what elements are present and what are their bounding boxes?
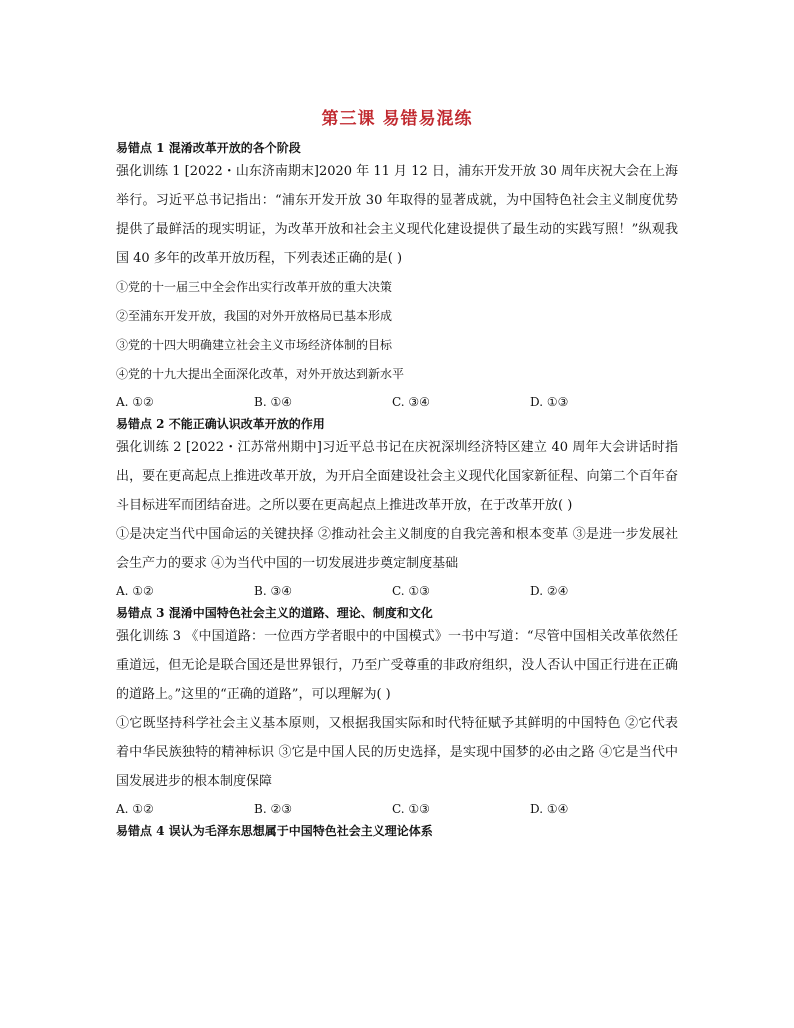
choice-d: D. ①④ — [530, 802, 569, 816]
choice-a: A. ①② — [116, 584, 154, 598]
choice-b: B. ①④ — [254, 395, 292, 409]
statement-option: ③党的十四大明确建立社会主义市场经济体制的目标 — [116, 338, 393, 352]
question-stem: 强化训练 3 《中国道路：一位西方学者眼中的中国模式》一书中写道：“尽管中国相关改革依然任重道远，但无论是联合国还是世界银行，乃至广受尊重的非政府组织，没人否认中国正行进在正确的道路上。”这里的“正确的道路”，可以理解为( ) — [116, 629, 678, 702]
statement-option: ④党的十九大提出全面深化改革，对外开放达到新水平 — [116, 367, 405, 381]
section-4 — [116, 822, 678, 840]
section-1 — [116, 139, 678, 415]
choice-b: B. ②③ — [254, 802, 292, 816]
section-2 — [116, 415, 678, 604]
choice-c: C. ③④ — [392, 395, 430, 409]
answer-choices — [116, 578, 678, 604]
choice-a: A. ①② — [116, 802, 154, 816]
choice-d: D. ①③ — [530, 395, 569, 409]
choice-c: C. ①③ — [392, 802, 430, 816]
answer-choices — [116, 796, 678, 822]
choice-a: A. ①② — [116, 395, 154, 409]
page-title: 第三课 易错易混练 — [321, 109, 473, 129]
statement-option: ②至浦东开发开放，我国的对外开放格局已基本形成 — [116, 309, 393, 323]
statement-option: ①党的十一届三中全会作出实行改革开放的重大决策 — [116, 280, 393, 294]
choice-b: B. ③④ — [254, 584, 292, 598]
statement-options: ①它既坚持科学社会主义基本原则，又根据我国实际和时代特征赋予其鲜明的中国特色 ②它代表着中华民族独特的精神标识 ③它是中国人民的历史选择，是实现中国梦的必由之路 ④它是当代中国发展进步的根本制度保障 — [116, 716, 678, 789]
section-heading: 易错点 2 不能正确认识改革开放的作用 — [116, 417, 325, 431]
section-heading: 易错点 3 混淆中国特色社会主义的道路、理论、制度和文化 — [116, 606, 433, 620]
question-stem: 强化训练 1 [2022・山东济南期末]2020 年 11 月 12 日，浦东开发开放 30 周年庆祝大会在上海举行。习近平总书记指出：“浦东开发开放 30 年取得的显著成就，为中国特色社会主义制度优势提供了最鲜活的现实明证，为改革开放和社会主义现代化建设提供了最生动的实践写照！”纵观我国 40 多年的改革开放历程，下列表述正确的是( ) — [116, 164, 678, 266]
answer-choices — [116, 389, 678, 415]
statement-options: ①是决定当代中国命运的关键抉择 ②推动社会主义制度的自我完善和根本变革 ③是进一步发展社会生产力的要求 ④为当代中国的一切发展进步奠定制度基础 — [116, 527, 678, 571]
question-stem: 强化训练 2 [2022・江苏常州期中]习近平总书记在庆祝深圳经济特区建立 40 周年大会讲话时指出，要在更高起点上推进改革开放，为开启全面建设社会主义现代化国家新征程、向第二个百年奋斗目标进军而团结奋进。之所以要在更高起点上推进改革开放，在于改革开放( ) — [116, 440, 678, 513]
section-3 — [116, 604, 678, 822]
choice-c: C. ①③ — [392, 584, 430, 598]
choice-d: D. ②④ — [530, 584, 569, 598]
section-heading: 易错点 4 误认为毛泽东思想属于中国特色社会主义理论体系 — [116, 824, 433, 838]
document-page — [116, 96, 678, 840]
section-heading: 易错点 1 混淆改革开放的各个阶段 — [116, 141, 301, 155]
